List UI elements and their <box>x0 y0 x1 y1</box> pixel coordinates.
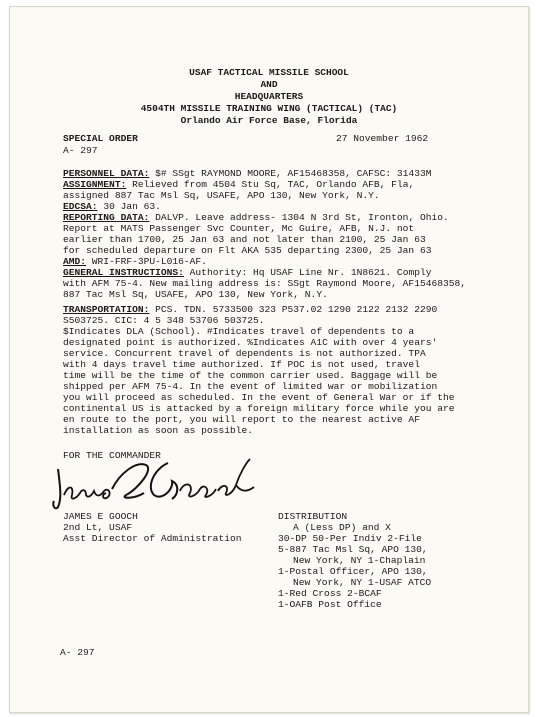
personnel-data-text: $# SSgt RAYMOND MOORE, AF15468358, CAFSC: 31433M <box>155 168 432 179</box>
body-line: Report at MATS Passenger Svc Counter, Mc Guire, AFB, N.J. not <box>63 223 415 234</box>
amd-text: WRI-FRF-3PU-L016-AF. <box>91 256 207 267</box>
assignment-line <box>63 179 414 190</box>
transportation-line <box>63 304 437 315</box>
body-line: installation as soon as possible. <box>63 425 253 436</box>
distribution-line: New York, NY 1-Chaplain <box>293 555 426 566</box>
footer-order-number: A- 297 <box>60 647 95 658</box>
distribution-line: 5-887 Tac Msl Sq, APO 130, <box>278 544 428 555</box>
personnel-data-label: PERSONNEL DATA: <box>63 168 150 179</box>
body-line: continental US is attacked by a foreign military force while you are <box>63 403 455 414</box>
signer-title: Asst Director of Administration <box>63 533 242 544</box>
distribution-line: 1-Postal Officer, APO 130, <box>278 566 428 577</box>
general-instructions-text: Authority: Hq USAF Line Nr. 1N8621. Comply <box>189 267 432 278</box>
body-line: $Indicates DLA (School). #Indicates travel of dependents to a <box>63 326 415 337</box>
for-the-commander: FOR THE COMMANDER <box>63 450 161 461</box>
reporting-data-text: DALVP. Leave address- 1304 N 3rd St, Ironton, Ohio. <box>155 212 449 223</box>
edcsa-label: EDCSA: <box>63 201 98 212</box>
personnel-data-line <box>63 168 431 179</box>
general-instructions-line <box>63 267 431 278</box>
header-line-2: AND <box>260 79 278 90</box>
body-line: designated point is authorized. %Indicates A1C with over 4 years' <box>63 337 438 348</box>
transportation-text: PCS. TDN. 5733500 323 P537.02 1290 2122 2132 2290 <box>155 304 438 315</box>
reporting-data-label: REPORTING DATA: <box>63 212 150 223</box>
distribution-line: 30-DP 50-Per Indiv 2-File <box>278 533 422 544</box>
body-line: assigned 887 Tac Msl Sq, USAFE, APO 130, New York, N.Y. <box>63 190 380 201</box>
document-page <box>9 6 529 713</box>
header-line-3: HEADQUARTERS <box>234 91 304 102</box>
order-title: SPECIAL ORDER <box>63 133 138 144</box>
body-line: earlier than 1700, 25 Jan 63 and not later than 2100, 25 Jan 63 <box>63 234 426 245</box>
distribution-line: A (Less DP) and X <box>293 522 391 533</box>
edcsa-line <box>63 201 161 212</box>
body-line: en route to the port, you will report to the nearest active AF <box>63 414 420 425</box>
distribution-line: 1-OAFB Post Office <box>278 599 382 610</box>
distribution-line: New York, NY 1-USAF ATCO <box>293 577 432 588</box>
header-line-1: USAF TACTICAL MISSILE SCHOOL <box>189 67 349 78</box>
amd-label: AMD: <box>63 256 87 267</box>
transportation-label: TRANSPORTATION: <box>63 304 150 315</box>
body-line: shipped per AFM 75-4. In the event of limited war or mobilization <box>63 381 438 392</box>
reporting-data-line <box>63 212 449 223</box>
assignment-text: Relieved from 4504 Stu Sq, TAC, Orlando AFB, Fla, <box>132 179 415 190</box>
edcsa-text: 30 Jan 63. <box>103 201 161 212</box>
order-number: A- 297 <box>63 145 98 156</box>
body-line: with AFM 75-4. New mailing address is: SSgt Raymond Moore, AF15468358, <box>63 278 467 289</box>
body-line: for scheduled departure on Flt AKA 535 departing 2300, 25 Jan 63 <box>63 245 432 256</box>
header-line-5: Orlando Air Force Base, Florida <box>180 115 358 126</box>
handwritten-signature <box>50 455 260 515</box>
body-line: 887 Tac Msl Sq, USAFE, APO 130, New York, N.Y. <box>63 289 328 300</box>
distribution-line: 1-Red Cross 2-BCAF <box>278 588 382 599</box>
body-line: service. Concurrent travel of dependents is not authorized. TPA <box>63 348 426 359</box>
distribution-heading: DISTRIBUTION <box>278 511 348 522</box>
body-line: S503725. CIC: 4 5 348 53706 503725. <box>63 315 265 326</box>
general-instructions-label: GENERAL INSTRUCTIONS: <box>63 267 184 278</box>
assignment-label: ASSIGNMENT: <box>63 179 127 190</box>
signer-rank: 2nd Lt, USAF <box>63 522 133 533</box>
body-line: you will proceed as scheduled. In the event of General War or if the <box>63 392 455 403</box>
amd-line <box>63 256 207 267</box>
signer-name: JAMES E GOOCH <box>63 511 138 522</box>
body-line: with 4 days travel time authorized. If POC is not used, travel <box>63 359 420 370</box>
body-line: time will be the time of the common carrier used. Baggage will be <box>63 370 438 381</box>
order-date: 27 November 1962 <box>336 133 429 144</box>
header-line-4: 4504TH MISSILE TRAINING WING (TACTICAL) (TAC) <box>140 103 398 114</box>
